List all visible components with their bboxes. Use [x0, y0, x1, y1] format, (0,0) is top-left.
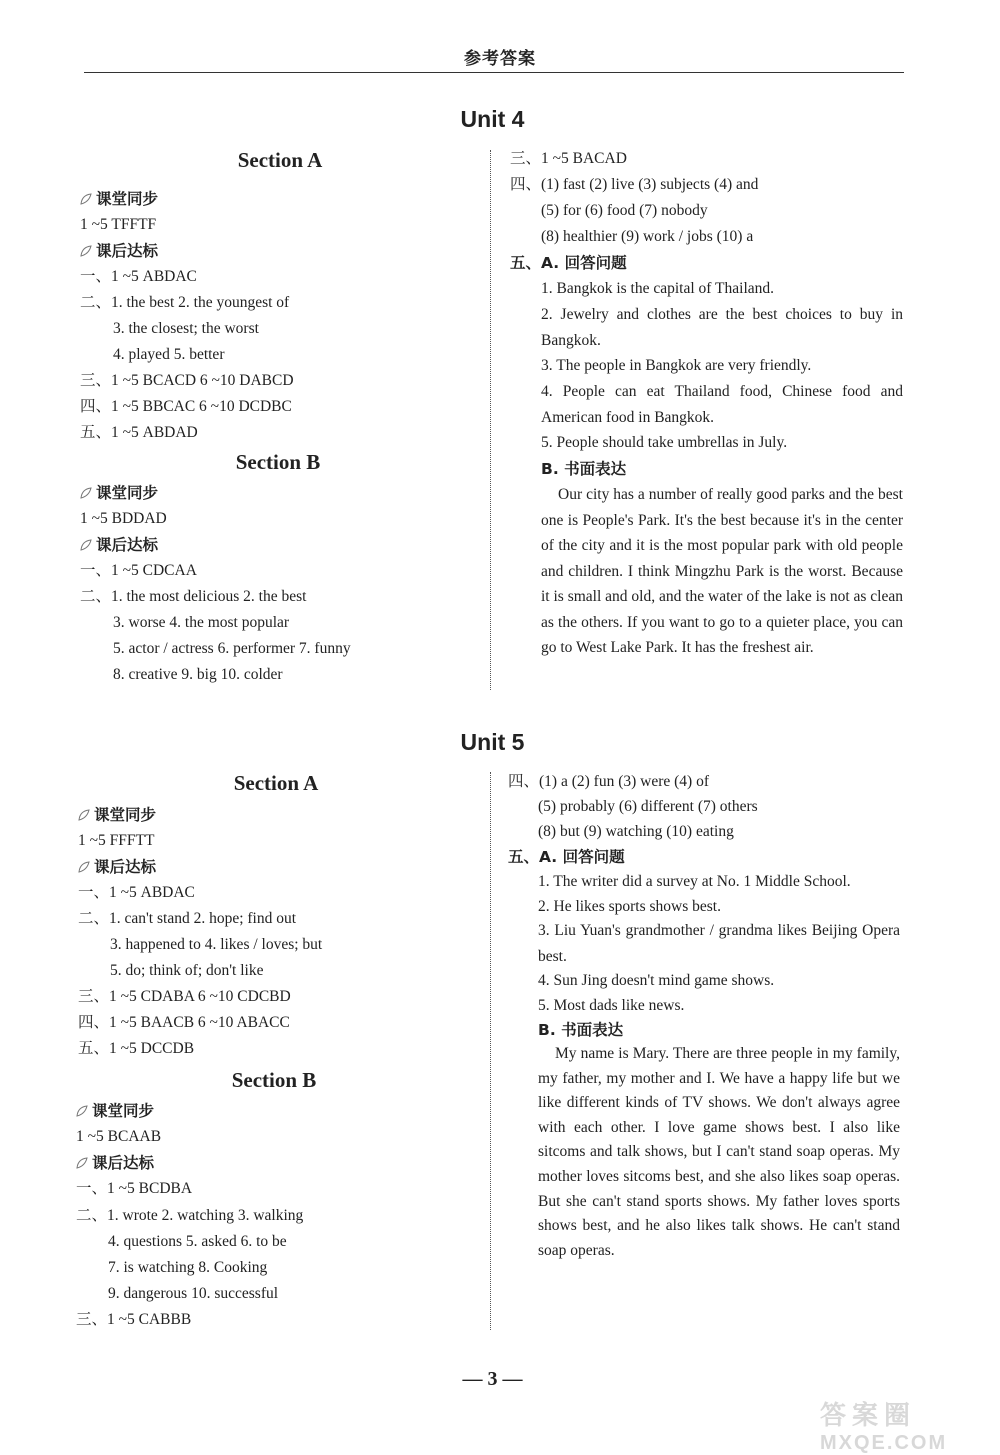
leaf-icon — [76, 1154, 88, 1166]
leaf-icon — [78, 806, 90, 818]
answer-line: 四、(1) fast (2) live (3) subjects (4) and — [510, 176, 759, 193]
answer-line: 三、1 ~5 BACAD — [510, 150, 627, 167]
unit5-divider — [490, 772, 491, 1330]
answer-line: 三、1 ~5 CABBB — [76, 1311, 192, 1328]
answer-line: 3. the closest; the worst — [113, 320, 259, 337]
answer-item: 5. People should take umbrellas in July. — [541, 434, 788, 451]
leaf-icon — [80, 242, 92, 254]
unit4-divider — [490, 150, 491, 690]
answer-line: 9. dangerous 10. successful — [108, 1285, 279, 1302]
answer-line: (5) for (6) food (7) nobody — [541, 202, 708, 219]
answer-item: 3. Liu Yuan's grandmother / grandma likes Beijing Opera best. — [538, 922, 900, 965]
part-a-label: 五、A. 回答问题 — [510, 254, 627, 272]
answer-line: 3. worse 4. the most popular — [113, 614, 290, 631]
unit4-sectionA-title: Section A — [237, 148, 323, 172]
answer-line: (8) healthier (9) work / jobs (10) a — [541, 228, 754, 245]
unit4-sectionA-sub2: 课后达标 — [80, 241, 158, 261]
answer-line: 一、1 ~5 BCDBA — [76, 1180, 193, 1197]
header-rule — [84, 72, 904, 73]
answer-line: 3. happened to 4. likes / loves; but — [110, 936, 323, 953]
unit5-sectionA-title: Section A — [233, 771, 319, 795]
answer-line: 三、1 ~5 BCACD 6 ~10 DABCD — [80, 372, 294, 389]
leaf-icon — [80, 536, 92, 548]
page-number: — 3 — — [462, 1368, 523, 1390]
answer-line: 一、1 ~5 ABDAC — [78, 884, 195, 901]
answer-line: 5. actor / actress 6. performer 7. funny — [113, 640, 351, 657]
answer-line: 二、1. wrote 2. watching 3. walking — [76, 1207, 304, 1224]
answer-line: 二、1. the best 2. the youngest of — [80, 294, 290, 311]
answer-item: 1. The writer did a survey at No. 1 Middle School. — [538, 873, 851, 890]
answer-line: 四、1 ~5 BAACB 6 ~10 ABACC — [78, 1014, 290, 1031]
watermark: 答案圈 MXQE.COM — [820, 1400, 948, 1454]
answer-line: 7. is watching 8. Cooking — [108, 1259, 268, 1276]
part-a-label: 五、A. 回答问题 — [508, 848, 625, 866]
answer-item: 5. Most dads like news. — [538, 997, 685, 1014]
unit5-sectionA-sub1: 课堂同步 — [78, 805, 156, 825]
unit4-sectionB-title: Section B — [235, 450, 321, 474]
header-title: 参考答案 — [464, 49, 536, 69]
answer-line: 四、(1) a (2) fun (3) were (4) of — [508, 773, 709, 790]
answer-line: 四、1 ~5 BBCAC 6 ~10 DCDBC — [80, 398, 292, 415]
unit5-sectionB-ans1: 1 ~5 BCAAB — [76, 1128, 162, 1145]
answer-line: 8. creative 9. big 10. colder — [113, 666, 283, 683]
answer-line: (5) probably (6) different (7) others — [538, 798, 758, 815]
leaf-icon — [80, 484, 92, 496]
unit4-sectionA-sub1: 课堂同步 — [80, 189, 158, 209]
answer-line: 5. do; think of; don't like — [110, 962, 264, 979]
answer-line: 五、1 ~5 ABDAD — [80, 424, 198, 441]
answer-line: 一、1 ~5 ABDAC — [80, 268, 197, 285]
unit5-title: Unit 5 — [460, 729, 525, 755]
answer-item: 4. Sun Jing doesn't mind game shows. — [538, 972, 775, 989]
leaf-icon — [80, 190, 92, 202]
essay-text: My name is Mary. There are three people in my family, my father, my mother and I. We have a happy life but we like different kinds of TV shows. We don't always agree with each other. I love game shows best. I also like sitcoms and talk shows, but I can't stand soap operas. My mother loves sitcoms best, and she also likes soap operas. But she can't stand sports shows. My father loves sports shows best, and he also likes talk shows. He can't stand soap operas. — [538, 1045, 900, 1259]
unit5-sectionB-sub2: 课后达标 — [76, 1153, 154, 1173]
unit4-sectionB-ans1: 1 ~5 BDDAD — [80, 510, 167, 527]
unit4-sectionA-ans1: 1 ~5 TFFTF — [80, 216, 157, 233]
answer-line: 二、1. can't stand 2. hope; find out — [78, 910, 297, 927]
answer-line: 二、1. the most delicious 2. the best — [80, 588, 307, 605]
unit5-sectionA-ans1: 1 ~5 FFFTT — [78, 832, 155, 849]
essay-text: Our city has a number of really good parks and the best one is People's Park. It's the best because it's in the center of the city and it is the most popular park with old people and children. I think Mingzhu Park is the worst. Because it is small and old, and the water of the lake is not as clean as the others. If you want to go to a quieter place, you can go to West Lake Park. It has the freshest air. — [541, 486, 903, 656]
answer-item: 3. The people in Bangkok are very friendly. — [541, 357, 812, 374]
answer-line: 三、1 ~5 CDABA 6 ~10 CDCBD — [78, 988, 291, 1005]
answer-line: 4. played 5. better — [113, 346, 225, 363]
part-b-label: B. 书面表达 — [541, 460, 627, 478]
answer-line: (8) but (9) watching (10) eating — [538, 823, 734, 840]
part-b-label: B. 书面表达 — [538, 1021, 624, 1039]
unit4-sectionB-sub2: 课后达标 — [80, 535, 158, 555]
answer-line: 五、1 ~5 DCCDB — [78, 1040, 195, 1057]
answer-item: 4. People can eat Thailand food, Chinese food and American food in Bangkok. — [541, 383, 903, 426]
unit4-sectionB-sub1: 课堂同步 — [80, 483, 158, 503]
unit5-sectionA-sub2: 课后达标 — [78, 857, 156, 877]
answer-item: 1. Bangkok is the capital of Thailand. — [541, 280, 775, 297]
answer-item: 2. He likes sports shows best. — [538, 898, 721, 915]
unit5-sectionB-title: Section B — [231, 1068, 317, 1092]
answer-item: 2. Jewelry and clothes are the best choices to buy in Bangkok. — [541, 306, 903, 349]
leaf-icon — [78, 858, 90, 870]
unit5-sectionB-sub1: 课堂同步 — [76, 1101, 154, 1121]
answer-line: 一、1 ~5 CDCAA — [80, 562, 197, 579]
answer-line: 4. questions 5. asked 6. to be — [108, 1233, 287, 1250]
unit4-title: Unit 4 — [460, 106, 525, 132]
leaf-icon — [76, 1102, 88, 1114]
